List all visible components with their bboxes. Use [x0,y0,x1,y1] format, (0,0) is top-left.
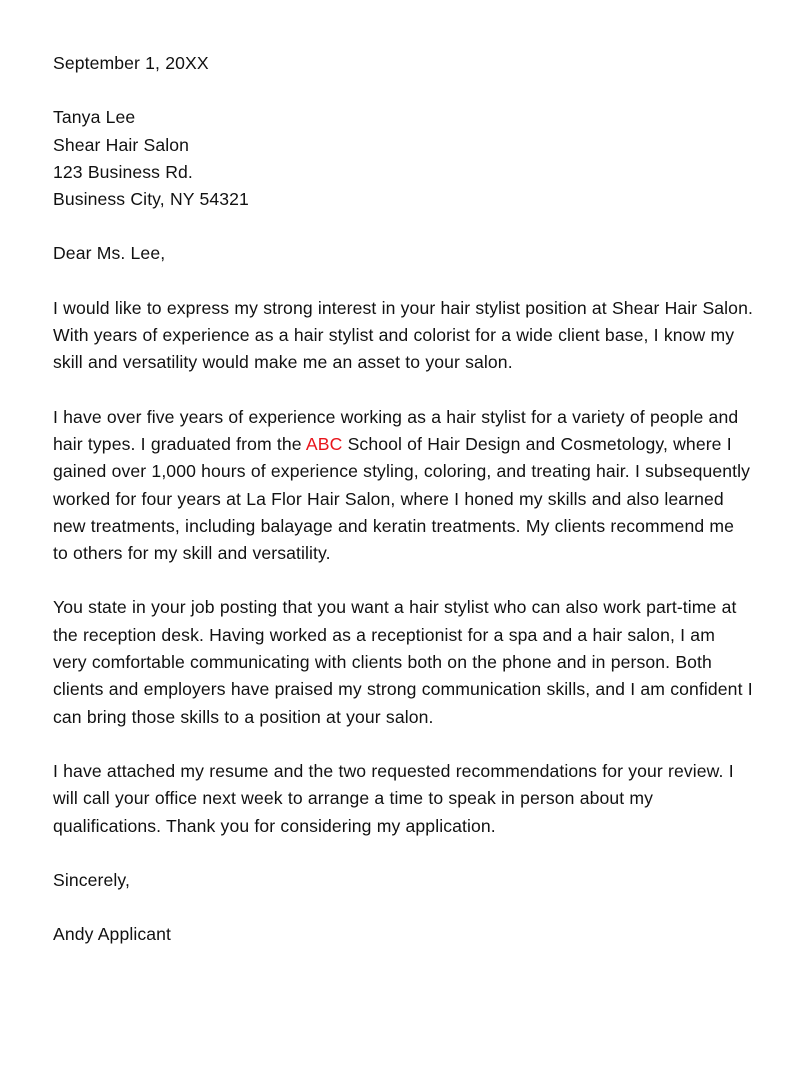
recipient-city-state-zip: Business City, NY 54321 [53,189,249,210]
letter-body [53,50,753,948]
body-paragraph-1: I would like to express my strong interest in your hair stylist position at Shear Hair Salon. With years of experience as a hair stylist and colorist for a wide client base, I know my skill and versatility would make me an asset to your salon. [53,297,753,373]
body-paragraph-4: I have attached my resume and the two requested recommendations for your review. I will call your office next week to arrange a time to speak in person about my qualifications. Thank you for considering my application. [53,760,734,836]
signature-block [53,921,753,948]
closing-salutation: Sincerely, [53,869,130,890]
closing-block [53,867,753,894]
recipient-street: 123 Business Rd. [53,161,193,182]
date-block [53,50,753,77]
body-paragraph-3: You state in your job posting that you want a hair stylist who can also work part-time at the reception desk. Having worked as a receptionist for a spa and a hair salon, I am very comfortable communicating with clients both on the phone and in person. Both clients and employers have praised my strong communication skills, and I am confident I can bring those skills to a position at your salon. [53,597,753,727]
recipient-address-block [53,104,753,213]
paragraph-2-text-after: School of Hair Design and Cosmetology, where I gained over 1,000 hours of experience styling, coloring, and treating hair. I subsequently worked for four years at La Flor Hair Salon, where I honed my skills and also learned new treatments, including balayage and keratin treatments. My clients recommend me to others for my skill and versatility. [53,433,751,564]
salutation: Dear Ms. Lee, [53,243,166,264]
signature-name: Andy Applicant [53,924,171,945]
letter-date: September 1, 20XX [53,53,209,73]
body-paragraph-2 [53,404,753,568]
recipient-name: Tanya Lee [53,107,136,128]
salutation-block [53,240,753,267]
recipient-company: Shear Hair Salon [53,134,189,155]
school-name-highlight: ABC [305,433,343,454]
paragraph-2-text-before: I have over five years of experience working as a hair stylist for a variety of people and hair types. I graduated from the [53,406,739,454]
